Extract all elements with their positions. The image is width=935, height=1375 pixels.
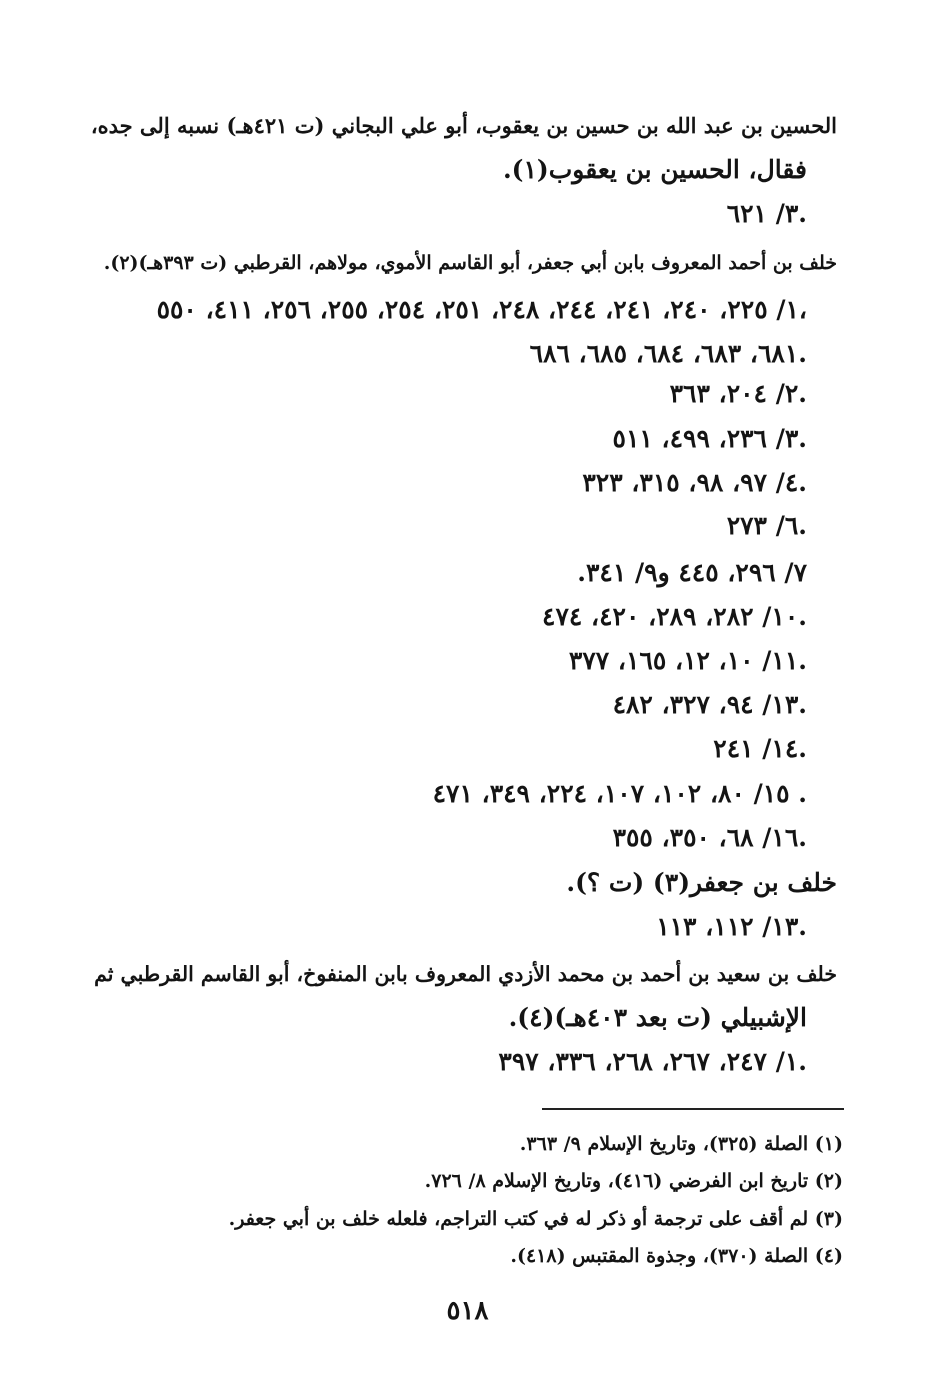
footnote: (١) الصلة (٣٢٥)، وتاريخ الإسلام ٩/ ٣٦٣. <box>519 1133 843 1155</box>
footnote-separator <box>542 1108 844 1110</box>
entry-line: ١٠/ ٢٨٢، ٢٨٩، ٤٢٠، ٤٧٤. <box>542 602 807 631</box>
footnote: (٣) لم أقف على ترجمة أو ذكر له في كتب التراجم، فلعله خلف بن أبي جعفر. <box>228 1208 843 1230</box>
entry-line: ١/ ٢٤٧، ٢٦٧، ٢٦٨، ٣٣٦، ٣٩٧. <box>498 1047 807 1076</box>
page-number: ٥١٨ <box>446 1296 489 1326</box>
entry-line: ١١/ ١٠، ١٢، ١٦٥، ٣٧٧. <box>568 646 807 675</box>
entry-line: ١٣/ ٩٤، ٣٢٧، ٤٨٢. <box>612 690 807 719</box>
entry-line: خلف بن أحمد المعروف بابن أبي جعفر، أبو القاسم الأموي، مولاهم، القرطبي (ت ٣٩٣هـ)(٢). <box>103 252 837 274</box>
entry-line: ١/ ٢٢٥، ٢٤٠، ٢٤١، ٢٤٤، ٢٤٨، ٢٥١، ٢٥٤، ٢٥٥، ٢٥٦، ٤١١، ٥٥٠، <box>156 295 807 324</box>
entry-line: ٢/ ٢٠٤، ٣٦٣. <box>669 379 807 408</box>
entry-line: ١٥/ ٨٠، ١٠٢، ١٠٧، ٢٢٤، ٣٤٩، ٤٧١ . <box>432 779 807 808</box>
footnote: (٤) الصلة (٣٧٠)، وجذوة المقتبس (٤١٨). <box>510 1245 843 1267</box>
entry-line: ١٣/ ١١٢، ١١٣. <box>656 912 807 941</box>
entry-line: ١٦/ ٦٨، ٣٥٠، ٣٥٥. <box>612 823 807 852</box>
entry-line: الإشبيلي (ت بعد ٤٠٣هـ)(٤). <box>508 1003 807 1032</box>
entry-line: ٣/ ٦٢١. <box>726 199 807 228</box>
entry-line: ٧/ ٢٩٦، ٤٤٥ و٩/ ٣٤١. <box>577 558 807 587</box>
entry-line: ٣/ ٢٣٦، ٤٩٩، ٥١١. <box>612 424 807 453</box>
entry-line: ١٤/ ٢٤١. <box>713 734 807 763</box>
footnote: (٢) تاريخ ابن الفرضي (٤١٦)، وتاريخ الإسلام ٨/ ٧٢٦. <box>424 1170 843 1192</box>
entry-line: خلف بن سعيد بن أحمد بن محمد الأزدي المعروف بابن المنفوخ، أبو القاسم القرطبي ثم <box>94 962 837 986</box>
entry-line: خلف بن جعفر(٣) (ت ؟). <box>566 868 837 897</box>
entry-line: ٦/ ٢٧٣. <box>726 511 807 540</box>
entry-line: الحسين بن عبد الله بن حسين بن يعقوب، أبو علي البجاني (ت ٤٢١هـ) نسبه إلى جده، <box>90 113 837 138</box>
entry-line: ٦٨١، ٦٨٣، ٦٨٤، ٦٨٥، ٦٨٦. <box>529 339 807 368</box>
entry-line: فقال، الحسين بن يعقوب(١). <box>502 155 807 184</box>
entry-line: ٤/ ٩٧، ٩٨، ٣١٥، ٣٢٣. <box>582 468 807 497</box>
